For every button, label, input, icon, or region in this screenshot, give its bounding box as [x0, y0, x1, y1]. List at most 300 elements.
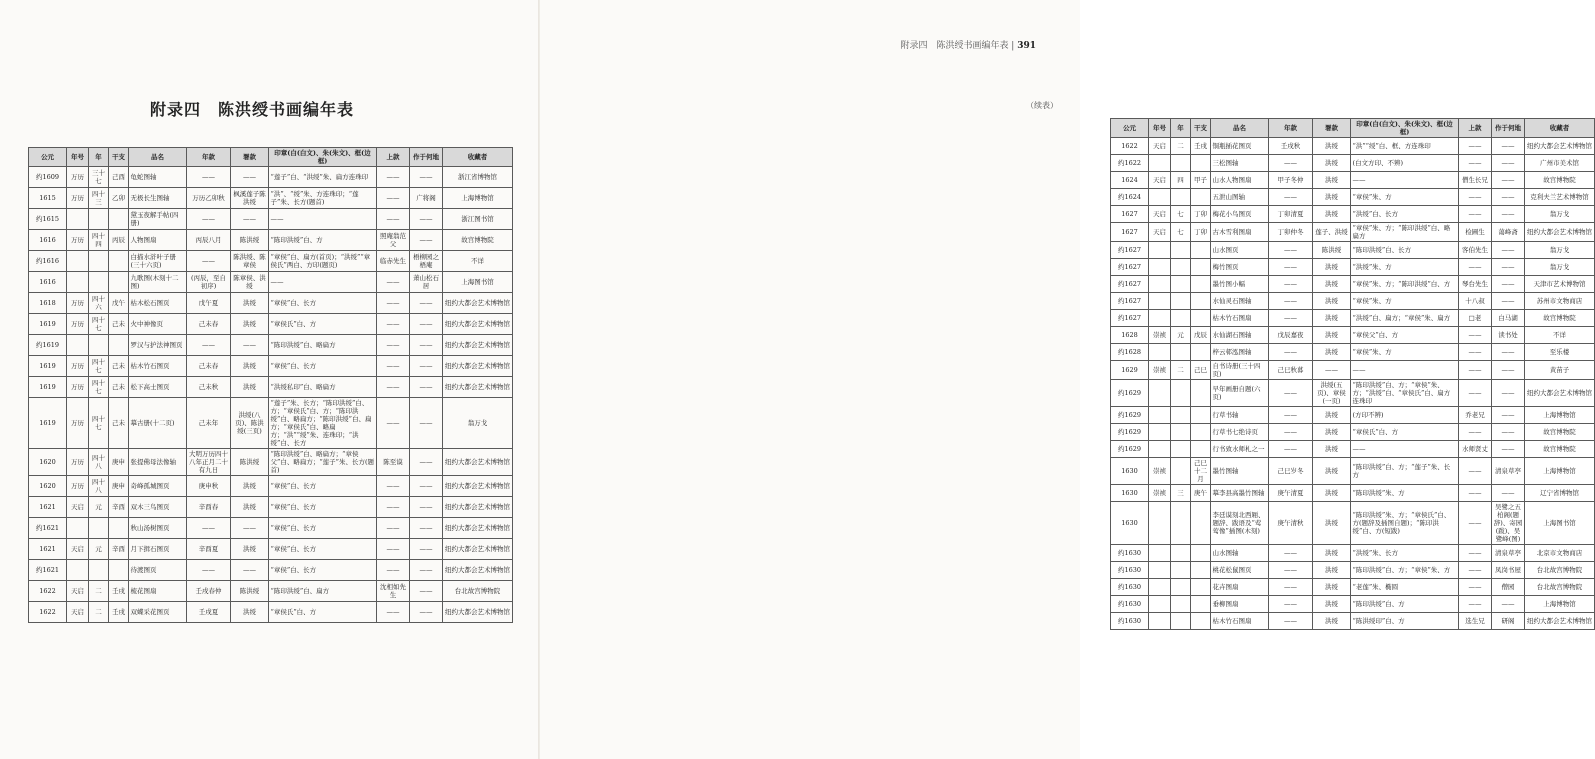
cell-dated-inscription: 大明万历四十八年正月二十有九日: [187, 449, 231, 476]
cell-era: 天启: [67, 581, 89, 602]
cell-collection: 上海博物馆: [1525, 458, 1595, 485]
cell-collection: 翁万戈: [443, 398, 513, 449]
table-row: [1111, 276, 1595, 293]
cell-era-year: 四十七: [89, 398, 109, 449]
cell-seals: “章侯”白、长方: [269, 497, 377, 518]
cell-seals: “陈印洪绶”白、长方: [1351, 242, 1459, 259]
cell-era-year: [1171, 613, 1191, 630]
cell-year: 约1628: [1111, 344, 1149, 361]
cell-ganzhi: [1191, 276, 1211, 293]
cell-era: 崇祯: [1149, 361, 1171, 380]
cell-era: 万历: [67, 449, 89, 476]
cell-collection: 不详: [1525, 327, 1595, 344]
cell-dated-inscription: ——: [1269, 596, 1313, 613]
cell-collection: 纽约大都会艺术博物馆: [443, 518, 513, 539]
column-header-dedicatee: 上款: [377, 148, 410, 167]
cell-year: 约1627: [1111, 293, 1149, 310]
cell-era: [1149, 310, 1171, 327]
cell-dedicatee: ——: [1459, 502, 1492, 545]
cell-ganzhi: [1191, 380, 1211, 407]
cell-dedicatee: ——: [377, 518, 410, 539]
cell-place: ——: [1492, 242, 1525, 259]
cell-year: 1630: [1111, 485, 1149, 502]
cell-ganzhi: [1191, 562, 1211, 579]
cell-place: ——: [1492, 189, 1525, 206]
cell-signature: ——: [231, 335, 269, 356]
cell-dated-inscription: 庚午清夏: [1269, 485, 1313, 502]
cell-signature: 洪绶: [1313, 310, 1351, 327]
cell-signature: 洪绶: [231, 539, 269, 560]
cell-year: 1630: [1111, 458, 1149, 485]
cell-seals: “章侯氏”白、方: [269, 602, 377, 623]
right-chronology-table: [1110, 118, 1595, 630]
cell-dedicatee: ——: [377, 497, 410, 518]
cell-signature: 洪绶: [1313, 172, 1351, 189]
cell-seals: “章侯”白、长方: [269, 539, 377, 560]
cell-place: ——: [1492, 441, 1525, 458]
cell-place: ——: [410, 560, 443, 581]
cell-seals: “章侯”朱、方: [1351, 189, 1459, 206]
table-row: [1111, 138, 1595, 155]
cell-year: 1620: [29, 449, 67, 476]
cell-dedicatee: 陈至谟: [377, 449, 410, 476]
cell-work-title: 张提佛母法像轴: [129, 449, 187, 476]
table-row: [1111, 545, 1595, 562]
cell-dedicatee: ——: [1459, 206, 1492, 223]
cell-ganzhi: [1191, 596, 1211, 613]
cell-seals: “陈印洪绶”白、略扁方；“章侯父”白、略扁方；“莲子”朱、长方(题首): [269, 449, 377, 476]
cell-collection: 纽约大都会艺术博物馆: [443, 560, 513, 581]
cell-era-year: [1171, 293, 1191, 310]
cell-place: ——: [1492, 276, 1525, 293]
cell-era: [67, 560, 89, 581]
cell-dated-inscription: ——: [1269, 424, 1313, 441]
cell-work-title: 枯木竹石图扇: [1211, 310, 1269, 327]
cell-ganzhi: [1191, 189, 1211, 206]
cell-era: 崇祯: [1149, 327, 1171, 344]
cell-place: ——: [410, 497, 443, 518]
cell-place: ——: [1492, 424, 1525, 441]
cell-year: 1622: [1111, 138, 1149, 155]
cell-place: ——: [1492, 293, 1525, 310]
cell-dated-inscription: 己未春: [187, 356, 231, 377]
cell-dedicatee: ——: [377, 398, 410, 449]
table-row: [1111, 380, 1595, 407]
cell-year: 约1630: [1111, 613, 1149, 630]
cell-work-title: 梅花小鸟图页: [1211, 206, 1269, 223]
cell-work-title: 古木雪利图扇: [1211, 223, 1269, 242]
cell-collection: 浙江省博物馆: [443, 167, 513, 188]
table-row: [1111, 485, 1595, 502]
cell-dedicatee: ——: [377, 560, 410, 581]
cell-signature: 洪绶: [1313, 596, 1351, 613]
cell-work-title: 秋山汤树图页: [129, 518, 187, 539]
table-row: [1111, 223, 1595, 242]
column-header-era: 年号: [1149, 119, 1171, 138]
cell-seals: “章侯”白、长方: [269, 476, 377, 497]
cell-place: 广将阁: [410, 188, 443, 209]
table-row: [29, 272, 513, 293]
cell-year: 约1627: [1111, 276, 1149, 293]
cell-signature: 洪绶: [1313, 189, 1351, 206]
cell-place: ——: [1492, 344, 1525, 361]
cell-collection: 翁万戈: [1525, 242, 1595, 259]
cell-work-title: 梅竹图页: [1211, 259, 1269, 276]
cell-year: 约1629: [1111, 407, 1149, 424]
cell-dated-inscription: 壬戌夏: [187, 602, 231, 623]
cell-work-title: 摹古册(十二页): [129, 398, 187, 449]
running-header: [900, 38, 1036, 51]
cell-ganzhi: [1191, 613, 1211, 630]
cell-era: 天启: [67, 539, 89, 560]
table-row: [29, 188, 513, 209]
cell-year: 约1619: [29, 335, 67, 356]
cell-ganzhi: 丙辰: [109, 230, 129, 251]
cell-place: ——: [410, 230, 443, 251]
cell-era: 万历: [67, 476, 89, 497]
cell-dated-inscription: 己巳岁冬: [1269, 458, 1313, 485]
cell-work-title: 枯木竹石图扇: [1211, 613, 1269, 630]
cell-year: 约1622: [1111, 155, 1149, 172]
cell-dated-inscription: ——: [187, 560, 231, 581]
cell-signature: 洪绶: [1313, 485, 1351, 502]
cell-dedicatee: 检圃生: [1459, 223, 1492, 242]
column-header-seals: 印章(白(白文)、朱(朱文)、框(边框): [269, 148, 377, 167]
cell-collection: 翁万戈: [1525, 259, 1595, 276]
cell-place: ——: [410, 581, 443, 602]
cell-work-title: 梳花图扇: [129, 581, 187, 602]
cell-collection: 上海图书馆: [1525, 502, 1595, 545]
table-header-row: [1111, 119, 1595, 138]
cell-ganzhi: 丁卯: [1191, 206, 1211, 223]
cell-era-year: [1171, 502, 1191, 545]
cell-dated-inscription: 辛酉春: [187, 497, 231, 518]
cell-collection: 不详: [443, 251, 513, 272]
cell-ganzhi: 己巳十二月: [1191, 458, 1211, 485]
cell-signature: 洪绶(五页)、章侯(一页): [1313, 380, 1351, 407]
cell-dedicatee: ——: [1459, 424, 1492, 441]
cell-era-year: 四: [1171, 172, 1191, 189]
cell-dedicatee: ——: [1459, 485, 1492, 502]
cell-place: ——: [410, 518, 443, 539]
cell-collection: 辽宁省博物馆: [1525, 485, 1595, 502]
table-row: [29, 518, 513, 539]
cell-seals: “洪”、“绶”朱、方连珠印；“莲子”朱、长方(题首): [269, 188, 377, 209]
cell-signature: 洪绶: [231, 476, 269, 497]
cell-era: [67, 272, 89, 293]
cell-collection: 翁万戈: [1525, 206, 1595, 223]
continued-label: （续表）: [1026, 101, 1058, 110]
cell-signature: ——: [1313, 361, 1351, 380]
cell-year: 1624: [1111, 172, 1149, 189]
cell-work-title: 墨竹图轴: [1211, 458, 1269, 485]
cell-era-year: [89, 335, 109, 356]
cell-era-year: 元: [89, 497, 109, 518]
cell-ganzhi: 乙卯: [109, 188, 129, 209]
cell-era: [1149, 259, 1171, 276]
cell-seals: “章侯氏”白、方: [269, 314, 377, 335]
left-chronology-table: [28, 147, 513, 623]
cell-year: 1616: [29, 272, 67, 293]
cell-collection: 纽约大都会艺术博物馆: [443, 449, 513, 476]
cell-signature: 陈洪绶: [1313, 242, 1351, 259]
cell-era-year: [89, 518, 109, 539]
cell-collection: 纽约大都会艺术博物馆: [443, 293, 513, 314]
cell-place: ——: [1492, 138, 1525, 155]
cell-year: 1622: [29, 581, 67, 602]
cell-collection: 台北故宫博物院: [443, 581, 513, 602]
cell-era: [1149, 579, 1171, 596]
cell-era-year: [89, 251, 109, 272]
cell-era: [1149, 424, 1171, 441]
cell-dated-inscription: 壬戌春仲: [187, 581, 231, 602]
table-row: [1111, 259, 1595, 276]
cell-collection: 纽约大都会艺术博物馆: [443, 602, 513, 623]
cell-seals: ——: [1351, 441, 1459, 458]
cell-work-title: 月下揖石图页: [129, 539, 187, 560]
cell-era: [1149, 344, 1171, 361]
cell-year: 1621: [29, 539, 67, 560]
cell-collection: 纽约大都会艺术博物馆: [443, 377, 513, 398]
cell-dedicatee: 选生兄: [1459, 613, 1492, 630]
cell-ganzhi: 戊午: [109, 293, 129, 314]
cell-collection: 苏州市文物商店: [1525, 293, 1595, 310]
column-header-dated-inscription: 年款: [187, 148, 231, 167]
cell-collection: 上海图书馆: [443, 272, 513, 293]
cell-place: 萧山松石居: [410, 272, 443, 293]
table-row: [1111, 361, 1595, 380]
cell-dated-inscription: ——: [187, 251, 231, 272]
cell-dated-inscription: ——: [1269, 562, 1313, 579]
table-row: [1111, 293, 1595, 310]
cell-era: [67, 518, 89, 539]
column-header-ganzhi: 干支: [109, 148, 129, 167]
cell-collection: 上海博物馆: [1525, 407, 1595, 424]
cell-signature: 陈洪绶、陈章侯: [231, 251, 269, 272]
cell-place: 梧柳园之梧庵: [410, 251, 443, 272]
cell-dated-inscription: 丁卯仲冬: [1269, 223, 1313, 242]
column-header-work-title: 品名: [1211, 119, 1269, 138]
cell-signature: 洪绶: [231, 314, 269, 335]
cell-era-year: 元: [1171, 327, 1191, 344]
cell-era-year: 四十四: [89, 230, 109, 251]
cell-dated-inscription: 己未春: [187, 314, 231, 335]
cell-seals: “章侯”白、扁方(首页)；“洪绶”“章侯氏”两白、方印(题页): [269, 251, 377, 272]
column-header-year: 公元: [29, 148, 67, 167]
cell-place: ——: [410, 335, 443, 356]
cell-era: [1149, 242, 1171, 259]
cell-era-year: [1171, 441, 1191, 458]
cell-ganzhi: 己未: [109, 314, 129, 335]
table-row: [29, 560, 513, 581]
cell-seals: “章侯”白、长方: [269, 560, 377, 581]
cell-work-title: 白描水浒叶子册(三十六页): [129, 251, 187, 272]
cell-dated-inscription: ——: [1269, 613, 1313, 630]
cell-seals: “洪绶”朱、方: [1351, 259, 1459, 276]
cell-collection: 故宫博物院: [443, 230, 513, 251]
column-header-era: 年号: [67, 148, 89, 167]
cell-work-title: 枯木松石图页: [129, 293, 187, 314]
cell-work-title: 山水图轴: [1211, 545, 1269, 562]
cell-signature: 洪绶: [1313, 293, 1351, 310]
cell-dedicatee: ——: [1459, 562, 1492, 579]
cell-ganzhi: [1191, 155, 1211, 172]
cell-era: 万历: [67, 356, 89, 377]
cell-collection: 浙江图书馆: [443, 209, 513, 230]
cell-year: 约1630: [1111, 579, 1149, 596]
cell-work-title: 五泄山图轴: [1211, 189, 1269, 206]
cell-year: 约1627: [1111, 242, 1149, 259]
cell-place: ——: [410, 377, 443, 398]
cell-year: 约1621: [29, 560, 67, 581]
cell-place: 吴鹭之五柏阁(题辞)、寄园(跋)、吴鹭峰(图): [1492, 502, 1525, 545]
table-row: [1111, 562, 1595, 579]
column-header-collection: 收藏者: [1525, 119, 1595, 138]
cell-year: 1618: [29, 293, 67, 314]
cell-era-year: 七: [1171, 206, 1191, 223]
cell-ganzhi: 己未: [109, 398, 129, 449]
cell-dedicatee: 十八叔: [1459, 293, 1492, 310]
cell-seals: “章侯”朱、方；“陈印洪绶”白、略扁方: [1351, 223, 1459, 242]
cell-signature: 洪绶: [1313, 545, 1351, 562]
cell-place: 白马湖: [1492, 310, 1525, 327]
cell-seals: “洪绶私印”白、略扁方: [269, 377, 377, 398]
cell-dated-inscription: ——: [1269, 441, 1313, 458]
cell-place: 僧园: [1492, 579, 1525, 596]
cell-work-title: 待渡图页: [129, 560, 187, 581]
cell-dated-inscription: 戊午夏: [187, 293, 231, 314]
cell-era-year: [1171, 259, 1191, 276]
cell-ganzhi: [109, 560, 129, 581]
cell-seals: ——: [269, 272, 377, 293]
cell-ganzhi: 庚申: [109, 476, 129, 497]
cell-era: 天启: [1149, 172, 1171, 189]
cell-signature: 洪绶: [1313, 562, 1351, 579]
cell-dated-inscription: ——: [1269, 407, 1313, 424]
cell-collection: 北京市文物商店: [1525, 545, 1595, 562]
cell-place: 凤岗书屋: [1492, 562, 1525, 579]
cell-ganzhi: [1191, 293, 1211, 310]
table-row: [29, 335, 513, 356]
cell-place: ——: [410, 398, 443, 449]
cell-ganzhi: 戊辰: [1191, 327, 1211, 344]
cell-work-title: 黛玉夜解手帖(四册): [129, 209, 187, 230]
cell-dedicatee: ——: [377, 335, 410, 356]
cell-collection: 纽约大都会艺术博物馆: [443, 314, 513, 335]
cell-ganzhi: [1191, 545, 1211, 562]
cell-dated-inscription: ——: [1269, 310, 1313, 327]
cell-signature: 洪绶: [1313, 441, 1351, 458]
cell-ganzhi: 己酉: [109, 167, 129, 188]
cell-era: 天启: [1149, 223, 1171, 242]
cell-collection: 天津市艺术博物馆: [1525, 276, 1595, 293]
cell-work-title: 水仙灵石图轴: [1211, 293, 1269, 310]
cell-era: 万历: [67, 377, 89, 398]
cell-seals: (白文方印、不辨): [1351, 155, 1459, 172]
cell-ganzhi: [109, 335, 129, 356]
cell-signature: 陈洪绶: [231, 449, 269, 476]
cell-era-year: [1171, 424, 1191, 441]
cell-era-year: [1171, 242, 1191, 259]
cell-work-title: 双木三鸟图页: [129, 497, 187, 518]
cell-work-title: 三松图轴: [1211, 155, 1269, 172]
cell-dedicatee: ——: [377, 314, 410, 335]
cell-dated-inscription: ——: [1269, 189, 1313, 206]
cell-signature: 洪绶: [231, 497, 269, 518]
table-row: [1111, 458, 1595, 485]
cell-dedicatee: 乔老兄: [1459, 407, 1492, 424]
cell-dedicatee: ——: [1459, 458, 1492, 485]
cell-era: 万历: [67, 167, 89, 188]
cell-seals: “陈印洪绶”白、方；“莲子”朱、长方: [1351, 458, 1459, 485]
table-row: [29, 230, 513, 251]
cell-dated-inscription: 戊辰嘉夜: [1269, 327, 1313, 344]
column-header-era-year: 年: [89, 148, 109, 167]
cell-work-title: 水仙湖石图轴: [1211, 327, 1269, 344]
cell-year: 1615: [29, 188, 67, 209]
page-number: 391: [1017, 41, 1036, 51]
cell-ganzhi: 甲子: [1191, 172, 1211, 189]
cell-work-title: 早年画册自题(六页): [1211, 380, 1269, 407]
cell-era-year: 七: [1171, 223, 1191, 242]
cell-seals: “陈印洪绶”白、略扁方: [269, 335, 377, 356]
cell-ganzhi: [1191, 579, 1211, 596]
cell-work-title: 龟蛇图轴: [129, 167, 187, 188]
cell-dated-inscription: 己未年: [187, 398, 231, 449]
cell-era-year: [1171, 458, 1191, 485]
cell-era-year: 三十七: [89, 167, 109, 188]
table-row: [1111, 344, 1595, 361]
cell-era-year: [89, 272, 109, 293]
cell-collection: 上海博物馆: [443, 188, 513, 209]
cell-era-year: [1171, 344, 1191, 361]
cell-place: 清泉草亭: [1492, 545, 1525, 562]
cell-ganzhi: 壬戌: [109, 581, 129, 602]
page-title: 附录四 陈洪绶书画编年表: [150, 100, 355, 119]
cell-dated-inscription: ——: [1269, 579, 1313, 596]
table-row: [1111, 155, 1595, 172]
cell-era-year: 四十七: [89, 356, 109, 377]
cell-era: [1149, 293, 1171, 310]
cell-dedicatee: 沈相如先生: [377, 581, 410, 602]
cell-era-year: 四十八: [89, 476, 109, 497]
cell-era: [67, 335, 89, 356]
cell-place: 清泉草亭: [1492, 458, 1525, 485]
cell-collection: 克利夫兰艺术博物馆: [1525, 189, 1595, 206]
cell-signature: ——: [231, 167, 269, 188]
table-row: [1111, 172, 1595, 189]
cell-dated-inscription: 甲子冬仲: [1269, 172, 1313, 189]
cell-year: 1627: [1111, 223, 1149, 242]
cell-era: [1149, 613, 1171, 630]
cell-signature: 洪绶: [1313, 138, 1351, 155]
cell-collection: 纽约大都会艺术博物馆: [443, 335, 513, 356]
cell-year: 1629: [1111, 361, 1149, 380]
cell-dated-inscription: ——: [1269, 259, 1313, 276]
cell-era: 万历: [67, 314, 89, 335]
cell-seals: “莲子”朱、长方；“陈印洪绶”白、方；“章侯氏”白、方；“陈印洪绶”白、略扁方；“陈印洪绶”白、扁方；“章侯氏”白、略扁方；“洪”“绶”朱、连珠印；“洪绶”白、长方: [269, 398, 377, 449]
cell-collection: 纽约大都会艺术博物馆: [443, 476, 513, 497]
table-row: [1111, 613, 1595, 630]
cell-signature: 洪绶: [1313, 276, 1351, 293]
cell-year: 1619: [29, 398, 67, 449]
cell-signature: 洪绶: [231, 377, 269, 398]
column-header-signature: 署款: [1313, 119, 1351, 138]
cell-ganzhi: 己巳: [1191, 361, 1211, 380]
cell-dated-inscription: 己未秋: [187, 377, 231, 398]
cell-seals: “陈印洪绶”朱、方；“章侯氏”白、方(题辞及插图自题)；“陈印洪绶”白、方(短跋): [1351, 502, 1459, 545]
cell-dated-inscription: (丙辰，至自初序): [187, 272, 231, 293]
